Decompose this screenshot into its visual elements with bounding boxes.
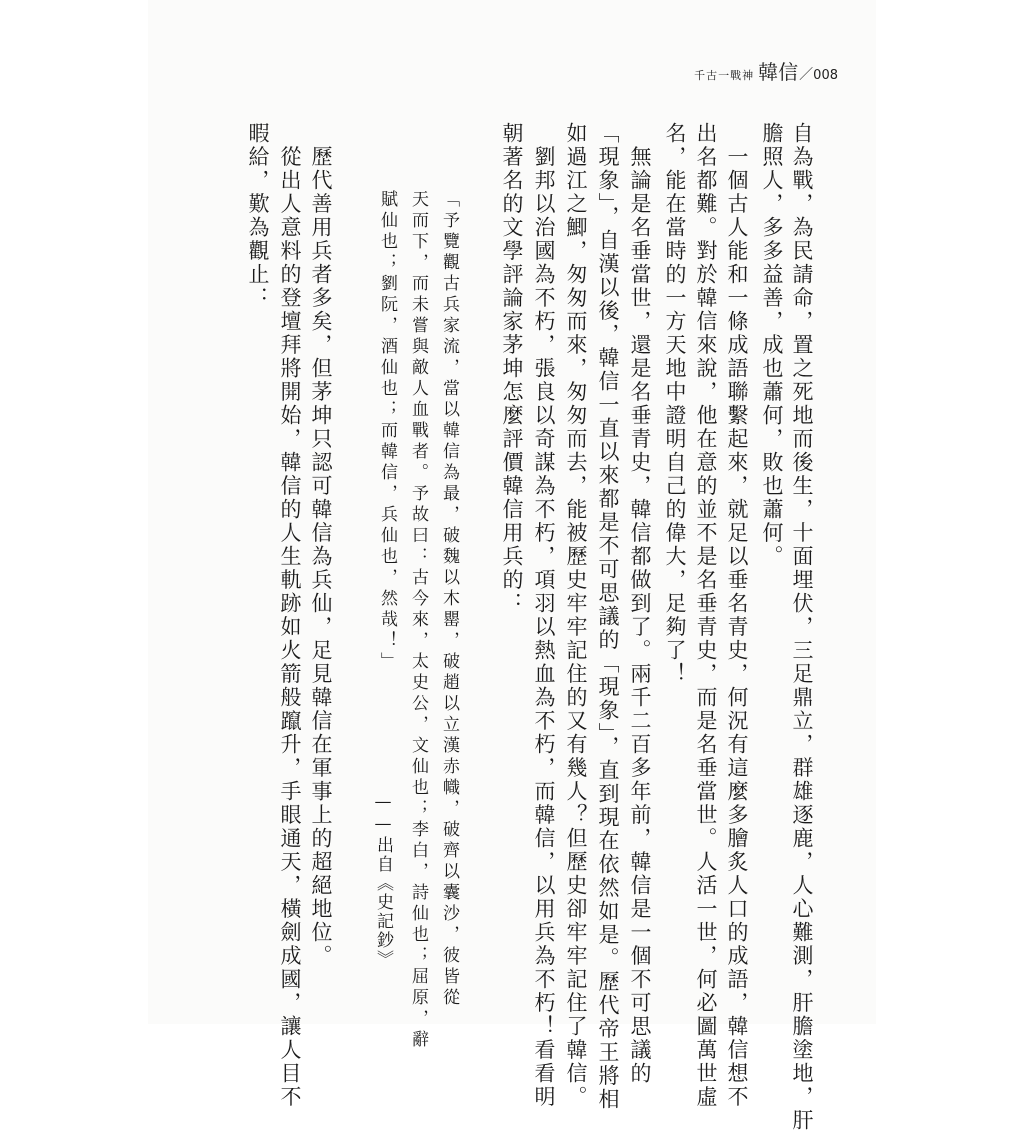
body-line: 朝著名的文學評論家茅坤怎麼評價韓信用兵的： (500, 122, 524, 616)
body-line: 歷代善用兵者多矣，但茅坤只認可韓信為兵仙，足見韓信在軍事上的超絕地位。 (309, 122, 333, 968)
book-subject-name: 韓信 (758, 60, 799, 84)
quote-line: 「予覽觀古兵家流，當以韓信為最，破魏以木罌，破趙以立漢赤幟，破齊以囊沙，彼皆從 (439, 190, 459, 1009)
body-line: 膽照人，多多益善，成也蕭何，敗也蕭何。 (760, 122, 784, 569)
quote-source: ——出自《史記鈔》 (373, 792, 393, 969)
body-line: 自為戰，為民請命，置之死地而後生，十面埋伏，三足鼎立，群雄逐鹿，人心難測，肝膽塗地，肝 (790, 122, 814, 1133)
quote-line: 賦仙也；劉阮，酒仙也；而韓信，兵仙也，然哉！」 (377, 190, 397, 673)
header-separator: ／ (799, 67, 814, 83)
body-line: 一個古人能和一條成語聯繫起來，就足以垂名青史，何況有這麼多膾炙人口的成語，韓信想不 (725, 122, 749, 1109)
body-line: 出名都難。對於韓信來說，他在意的並不是名垂青史，而是名垂當世。人活一世，何必圖萬世虛 (694, 122, 718, 1109)
body-line: 「現象」，自漢以後，韓信一直以來都是不可思議的「現象」，直到現在依然如是。歷代帝王將相 (596, 122, 620, 1112)
body-line: 劉邦以治國為不朽，張良以奇謀為不朽，項羽以熱血為不朽，而韓信，以用兵為不朽！看看明 (532, 122, 556, 1109)
page-number: 008 (813, 68, 838, 83)
body-line: 無論是名垂當世，還是名垂青史，韓信都做到了。兩千二百多年前，韓信是一個不可思議的 (628, 122, 652, 1086)
body-line: 從出人意料的登壇拜將開始，韓信的人生軌跡如火箭般躥升，手眼通天，橫劍成國，讓人目不 (278, 122, 302, 1109)
body-line: 如過江之鯽，匆匆而來，匆匆而去，能被歷史牢牢記住的又有幾人？但歷史卻牢牢記住了韓信。 (564, 122, 588, 1109)
body-line: 名，能在當時的一方天地中證明自己的偉大，足夠了！ (663, 122, 687, 686)
book-series: 千古一戰神 (694, 69, 755, 82)
running-header (694, 56, 838, 85)
quote-line: 天而下，而未嘗與敵人血戰者。予故曰：古今來，太史公，文仙也；李白，詩仙也；屈原，辭 (408, 190, 428, 1051)
body-line: 暇給，歎為觀止： (246, 122, 270, 310)
